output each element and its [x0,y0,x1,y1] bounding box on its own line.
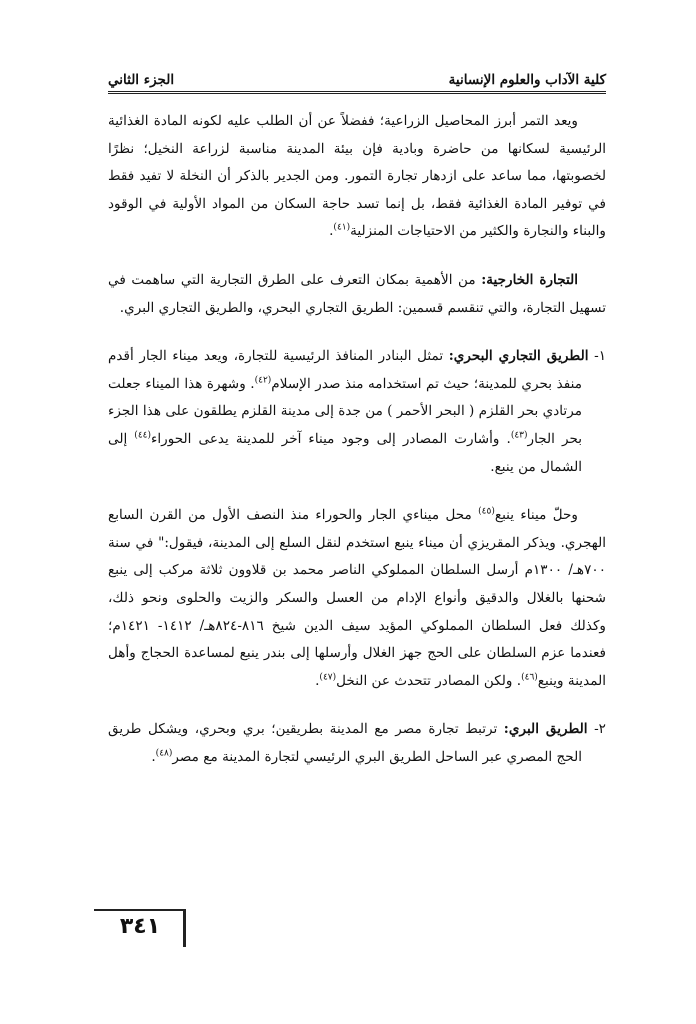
paragraph-tail: . [315,672,320,689]
footnote-ref[interactable]: (٤٥) [478,506,495,517]
paragraph-text: تمثل البنادر المنافذ الرئيسية للتجارة، ويعد ميناء الجار أقدم منفذ بحري للمدينة؛ حيث تم استخدامه منذ صدر الإسلام [108,348,582,392]
header-part-label: الجزء الثاني [108,72,175,88]
paragraph-text: من الأهمية بمكان التعرف على الطرق التجارية التي ساهمت في تسهيل التجارة، والتي تنقسم قسمين: الطريق التجاري البحري، والطريق التجاري البري. [108,271,606,316]
section-heading: التجارة الخارجية: [481,271,578,288]
running-header [108,64,606,94]
paragraph-text: . وشهرة هذا الميناء جعلت مرتادي بحر القلزم ( البحر الأحمر ) من جدة إلى مدينة القلزم يطلقون على هذا الجزء بحر الجار [108,375,583,447]
footnote-ref[interactable]: (٤٢) [254,375,272,386]
footer-rule [94,909,184,911]
list-item-body [108,343,606,481]
paragraph-tail: . [151,748,156,765]
header-journal-title: كلية الآداب والعلوم الإنسانية [448,72,606,88]
footnote-ref[interactable]: (٤٨) [155,748,173,759]
page-number: ٣٤١ [119,914,161,939]
paragraph-text: إلى الشمال من ينبع. [108,430,582,475]
footnote-ref[interactable]: (٤٧) [319,672,337,683]
footer-divider [183,909,186,947]
section-heading: الطريق البري: [503,721,588,738]
paragraph-dates [108,108,606,246]
paragraph-yanbu-port [108,502,606,695]
paragraph-text: ويعد التمر أبرز المحاصيل الزراعية؛ ففضلاً عن أن الطلب عليه لكونه المادة الغذائية الرئيسية لسكانها من حاضرة وبادية فإن بيئة المدينة مناسبة لزراعة النخيل؛ نظرًا لخصوبتها، مما ساعد على ازدهار تجارة التمور. ومن الجدير بالذكر أن النخلة لا تفيد فقط في توفير المادة الغذائية فقط، بل إنما تسد حاجة السكان من المواد الأولية في الوقود والبناء والنجارة والكثير من الاحتياجات المنزلية [108,113,606,240]
list-item-body [108,716,606,771]
paragraph-text: ترتبط تجارة مصر مع المدينة بطريقين؛ بري وبحري، ويشكل طريق الحج المصري عبر الساحل الطريق البري الرئيسي لتجارة المدينة مع مصر [108,721,582,765]
paragraph-tail: . [329,223,334,240]
footnote-ref[interactable]: (٤١) [333,222,351,233]
article-body [108,108,606,771]
paragraph-text: . ولكن المصادر تتحدث عن النخل [336,672,522,689]
list-item-land-route [108,716,606,771]
paragraph-foreign-trade [108,267,606,322]
footnote-ref[interactable]: (٤٤) [134,430,151,441]
list-item-sea-route [108,343,606,481]
footnote-ref[interactable]: (٤٣) [510,430,528,441]
paragraph-text: وحلّ ميناء ينبع [494,507,578,524]
section-heading: الطريق التجاري البحري: [448,348,589,365]
paragraph-text: محل ميناءي الجار والحوراء منذ النصف الأول من القرن السابع الهجري. ويذكر المقريزي أن ميناء ينبع استخدم لنقل السلع إلى المدينة، فيقول:" في سنة ٧٠٠هـ/ ١٣٠٠م أرسل السلطان المملوكي الناصر محمد بن قلاوون ثلاثة مركب إلى ينبع شحنها بالغلال والدقيق وأنواع الإدام من العسل والسكر والزيت والحلوى ونحو ذلك، وكذلك فعل السلطان المملوكي المؤيد سيف الدين شيخ ٨١٦-٨٢٤هـ/ ١٤١٢- ١٤٢١م؛ فعندما عزم السلطان على الحج جهز الغلال وأرسلها إلى بندر ينبع لمساعدة الحجاج وأهل المدينة وينبع [108,507,607,689]
list-number: ٢- [587,721,606,738]
list-number: ١- [588,348,606,365]
paragraph-text: . وأشارت المصادر إلى وجود ميناء آخر للمدينة يدعى الحوراء [151,430,511,447]
footnote-ref[interactable]: (٤٦) [521,672,538,683]
